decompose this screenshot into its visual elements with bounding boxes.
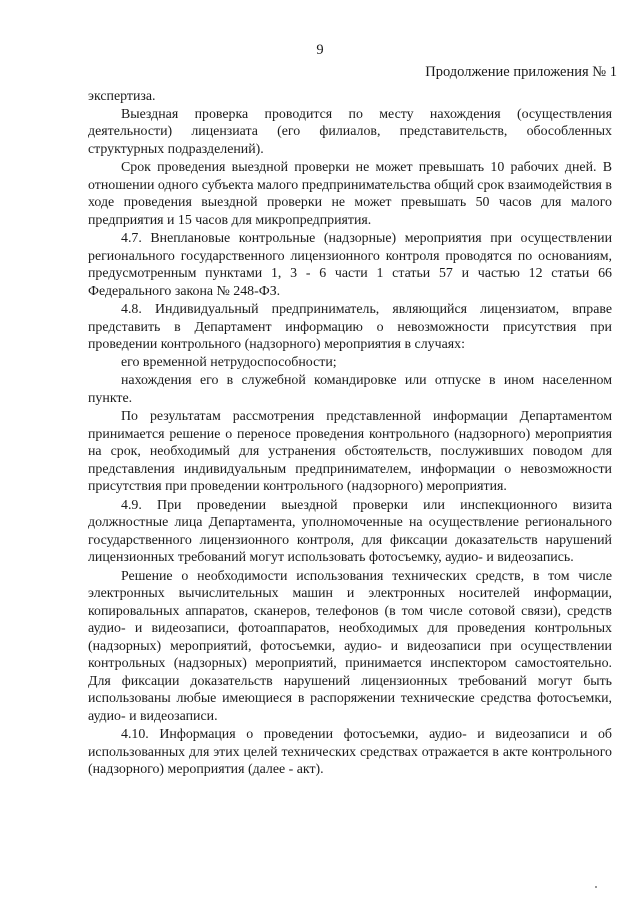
paragraph-4-9: 4.9. При проведении выездной проверки или инспекционного визита должностные лица Департамента, уполномоченные на осуществление регионального государственного лицензионного контроля, для фиксации доказательств нарушений лицензионных требований могут использовать фотосъемку, аудио- и видеозапись. [88,497,612,565]
paragraph-case-incapacity: его временной нетрудоспособности; [121,354,337,370]
paragraph-inspection-duration: Срок проведения выездной проверки не может превышать 10 рабочих дней. В отношении одного субъекта малого предпринимательства общий срок взаимодействия в ходе проведения выездной проверки не может превышать 50 часов для малого предприятия и 15 часов для микропредприятия. [88,160,612,228]
paragraph-case-business-trip: нахождения его в служебной командировке или отпуске в ином населенном пункте. [88,373,612,406]
page-number: 9 [316,42,324,58]
paragraph-onsite-inspection-place: Выездная проверка проводится по месту нахождения (осуществления деятельности) лицензиата (его филиалов, представительств, обособленных структурных подразделений). [88,106,612,157]
paragraph-4-7: 4.7. Внеплановые контрольные (надзорные) мероприятия при осуществлении регионального государственного лицензионного контроля проводятся по основаниям, предусмотренным пунктами 1, 3 - 6 части 1 статьи 57 и частью 12 статьи 66 Федерального закона № 248-ФЗ. [88,231,612,299]
paragraph-postponement-decision: По результатам рассмотрения представленной информации Департаментом принимается решение о переносе проведения контрольного (надзорного) мероприятия на срок, необходимый для устранения обстоятельств, послуживших поводом для представления индивидуальным предпринимателем, информации о невозможности присутствия при проведении контрольного (надзорного) мероприятия. [88,409,612,494]
scan-speck [595,886,597,888]
paragraph-continuation: экспертиза. [88,89,156,104]
paragraph-technical-means: Решение о необходимости использования технических средств, в том числе электронных вычислительных машин и электронных носителей информации, копировальных аппаратов, сканеров, телефонов (в том числе сотовой связи), средств аудио- и видеозаписи, фотоаппаратов, необходимых для проведения контрольных (надзорных) мероприятий, фотосъемки, аудио- и видеозаписи при осуществлении контрольных (надзорных) мероприятий, принимается инспектором самостоятельно. Для фиксации доказательств нарушений лицензионных требований могут быть использованы любые имеющиеся в распоряжении технические средства фотосъемки, аудио- и видеозаписи. [88,568,612,724]
continuation-note: Продолжение приложения № 1 [425,64,617,80]
paragraph-4-8: 4.8. Индивидуальный предприниматель, являющийся лицензиатом, вправе представить в Департамент информацию о невозможности присутствия при проведении контрольного (надзорного) мероприятия в случаях: [88,302,612,352]
paragraph-4-10: 4.10. Информация о проведении фотосъемки, аудио- и видеозаписи и об использованных для этих целей технических средствах отражается в акте контрольного (надзорного) мероприятия (далее - акт). [88,727,612,777]
document-body [88,88,612,779]
